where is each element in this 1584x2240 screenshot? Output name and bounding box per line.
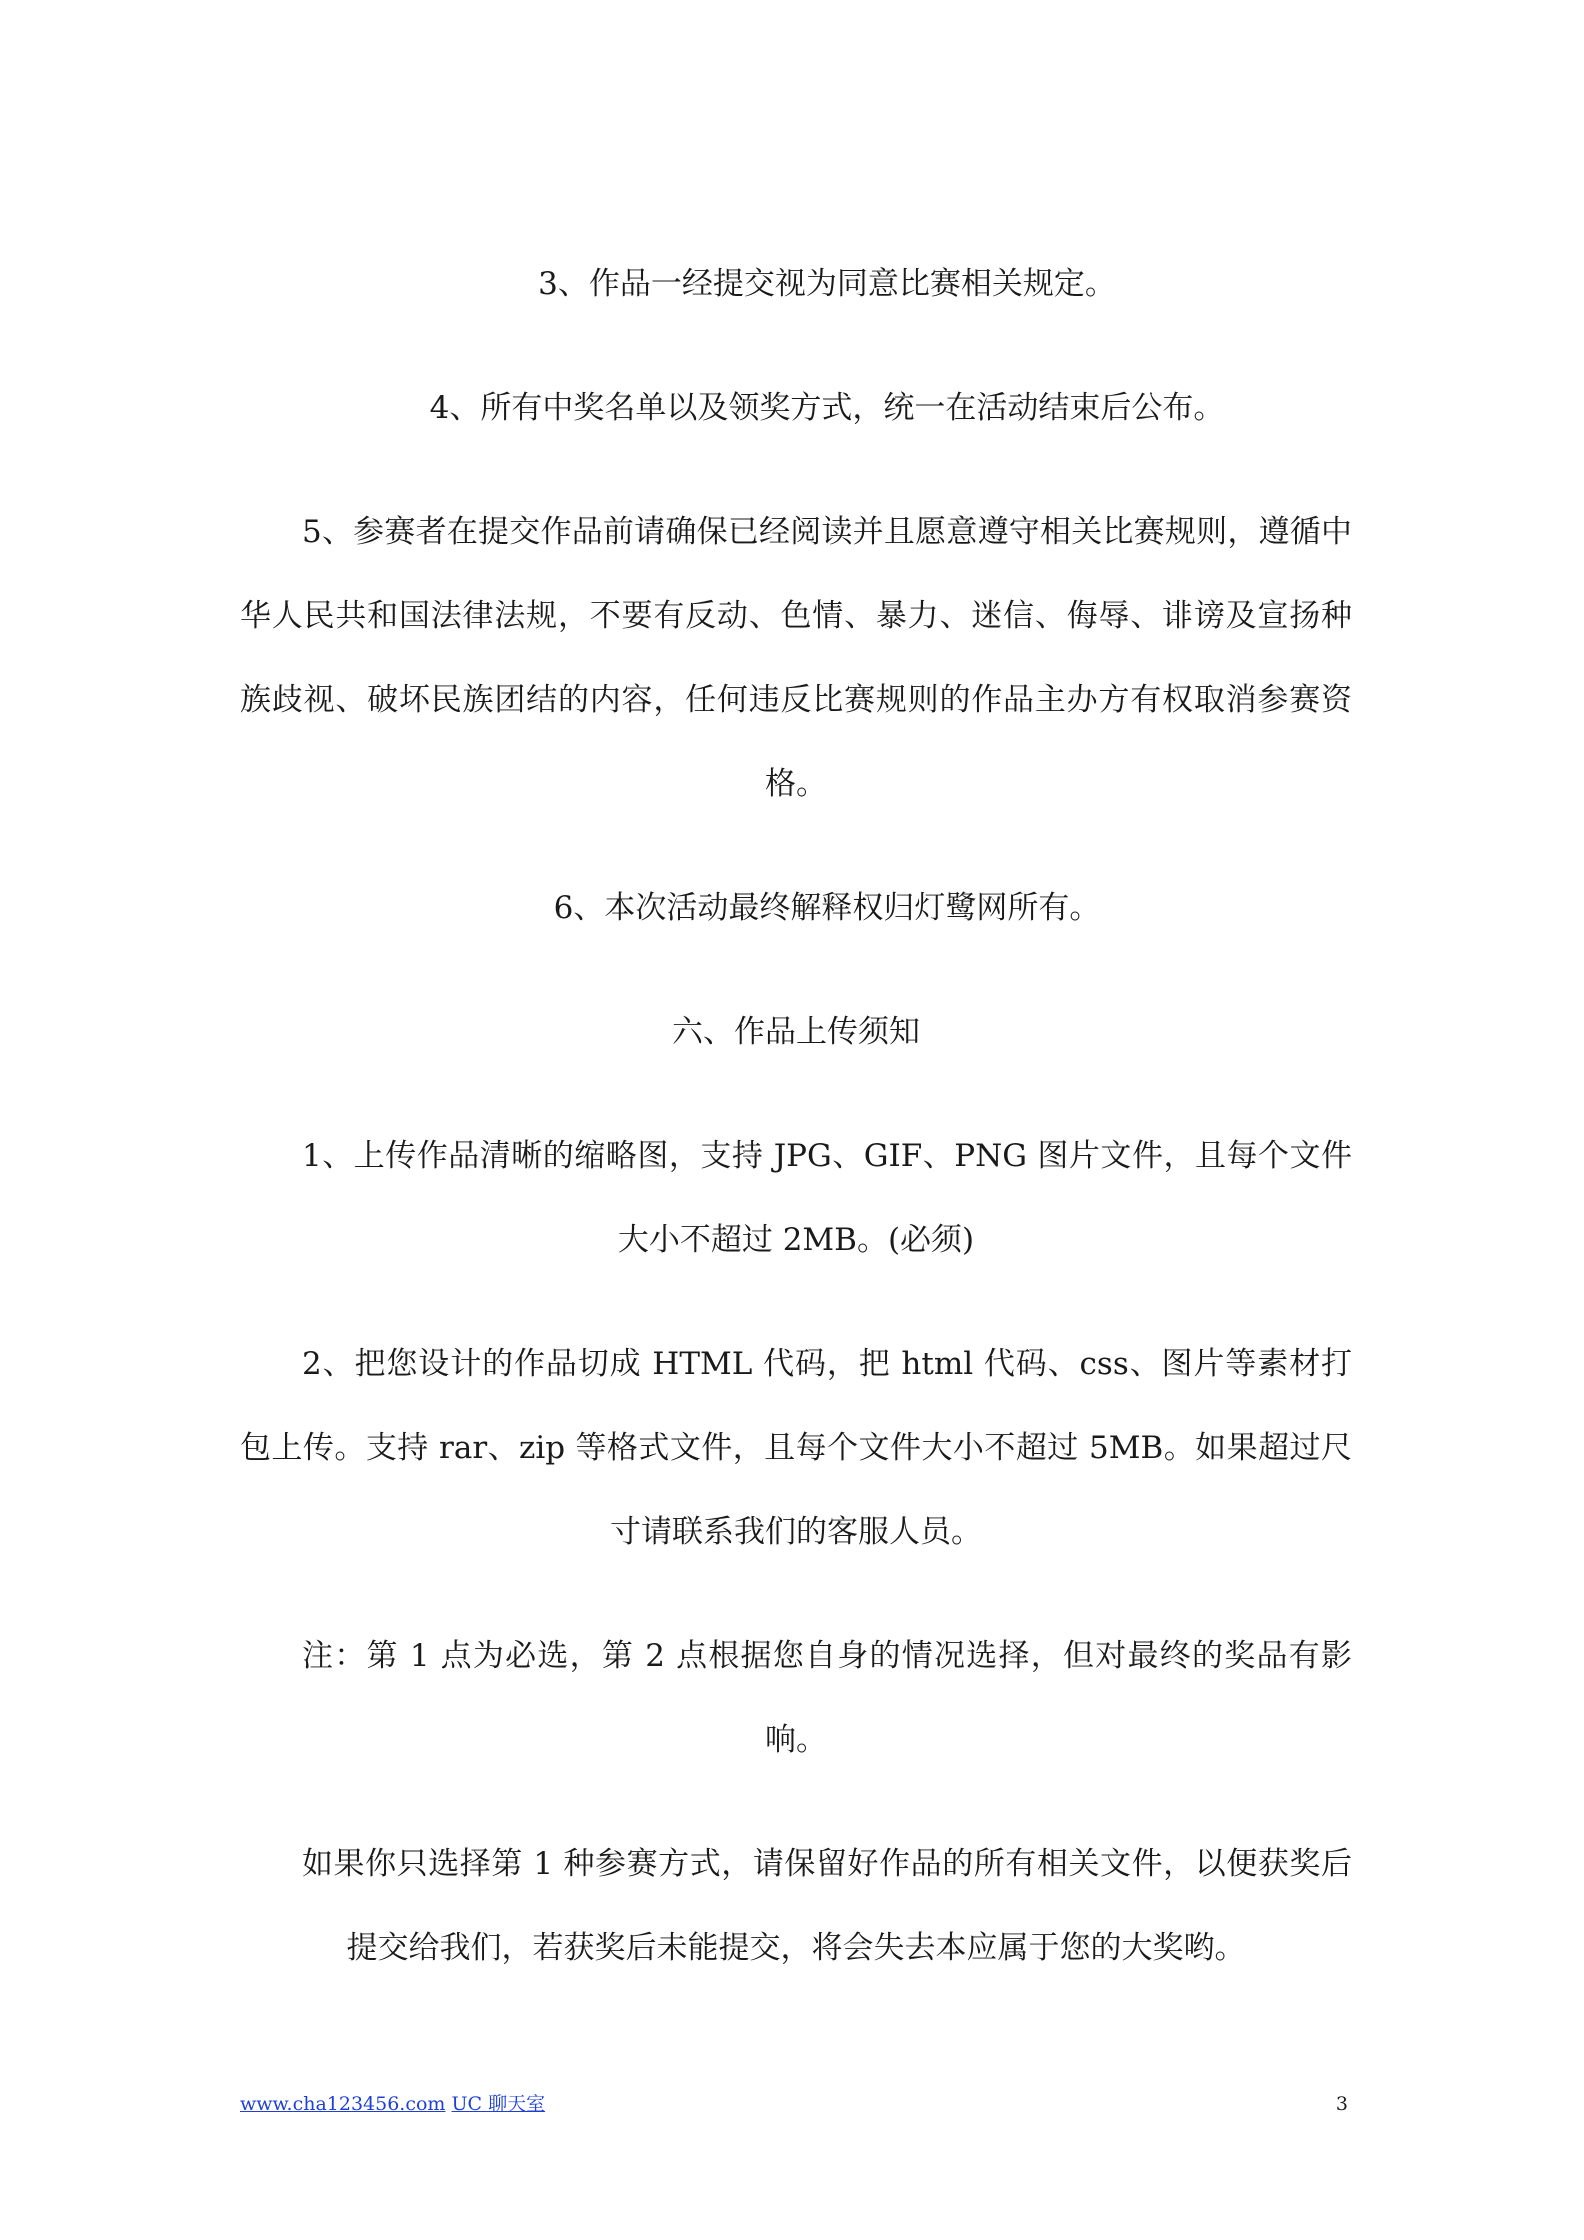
footer-link-group bbox=[240, 2092, 545, 2116]
section-heading: 六、作品上传须知 bbox=[672, 1014, 920, 1050]
rule-6-paragraph: 6、本次活动最终解释权归灯鹭网所有。 bbox=[553, 890, 1101, 926]
footer-site-name-link[interactable]: UC 聊天室 bbox=[451, 2093, 546, 2115]
document-body bbox=[240, 242, 1352, 2030]
rule-4-paragraph: 4、所有中奖名单以及领奖方式，统一在活动结束后公布。 bbox=[429, 390, 1225, 426]
rule-3-paragraph: 3、作品一经提交视为同意比赛相关规定。 bbox=[538, 266, 1116, 302]
page-number: 3 bbox=[1335, 2093, 1348, 2115]
upload-rule-2-paragraph: 2、把您设计的作品切成 HTML 代码，把 html 代码、css、图片等素材打包上传。支持 rar、zip 等格式文件，且每个文件大小不超过 5MB。如果超过尺寸请联系我们的客服人员。 bbox=[240, 1346, 1352, 1550]
upload-rule-1-paragraph: 1、上传作品清晰的缩略图，支持 JPG、GIF、PNG 图片文件，且每个文件大小不超过 2MB。(必须) bbox=[302, 1138, 1352, 1258]
rule-5-paragraph: 5、参赛者在提交作品前请确保已经阅读并且愿意遵守相关比赛规则，遵循中华人民共和国法律法规，不要有反动、色情、暴力、迷信、侮辱、诽谤及宣扬种族歧视、破坏民族团结的内容，任何违反比赛规则的作品主办方有权取消参赛资格。 bbox=[240, 514, 1352, 802]
note-paragraph: 注：第 1 点为必选，第 2 点根据您自身的情况选择，但对最终的奖品有影响。 bbox=[302, 1638, 1352, 1758]
closing-paragraph: 如果你只选择第 1 种参赛方式，请保留好作品的所有相关文件，以便获奖后提交给我们，若获奖后未能提交，将会失去本应属于您的大奖哟。 bbox=[302, 1846, 1352, 1966]
footer-url-link[interactable]: www.cha123456.com bbox=[240, 2093, 446, 2115]
